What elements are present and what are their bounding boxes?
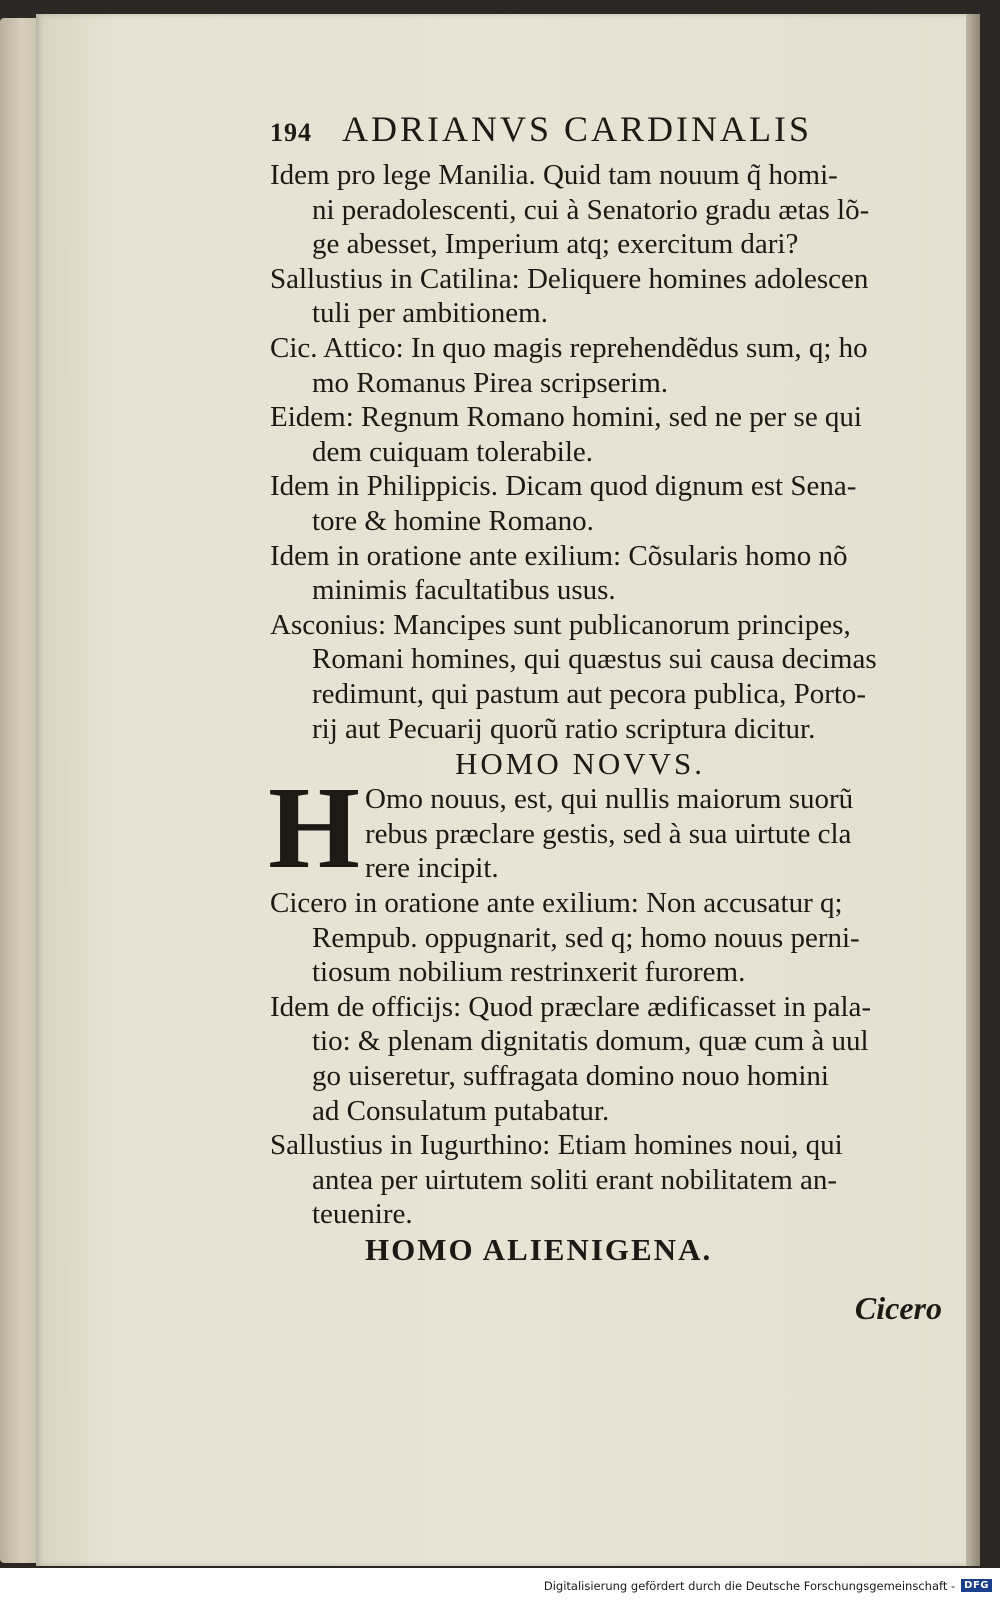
text-line: Sallustius in Iugurthino: Etiam homines noui, qui — [270, 1129, 843, 1162]
citation-entry — [270, 539, 950, 608]
text-line: tore & homine Romano. — [312, 504, 594, 537]
citation-entry — [270, 158, 950, 262]
text-line: rebus præclare gestis, sed à sua uirtute cla — [365, 817, 852, 850]
text-line: tuli per ambitionem. — [312, 297, 548, 330]
running-title: ADRIANVS CARDINALIS — [342, 109, 813, 149]
citation-entry — [270, 262, 950, 331]
text-line: Eidem: Regnum Romano homini, sed ne per se qui — [270, 401, 862, 434]
text-line: Idem in Philippicis. Dicam quod dignum est Sena- — [270, 470, 857, 503]
text-line: dem cuiquam tolerabile. — [312, 435, 594, 468]
entries-after-section — [270, 886, 950, 1232]
drop-cap: H — [268, 762, 360, 894]
text-block — [270, 108, 950, 1268]
text-line: Asconius: Mancipes sunt publicanorum principes, — [270, 608, 851, 641]
text-line: teuenire. — [312, 1198, 413, 1231]
footer-bar — [0, 1568, 1000, 1603]
drop-cap-lines — [365, 782, 853, 886]
text-line: minimis facultatibus usus. — [312, 574, 616, 607]
text-line: Cic. Attico: In quo magis reprehendẽdus sum, q; ho — [270, 331, 868, 364]
text-line: antea per uirtutem soliti erant nobilitatem an- — [312, 1163, 838, 1196]
text-line: go uiseretur, suffragata domino nouo homini — [312, 1060, 829, 1093]
text-line: tio: & plenam dignitatis domum, quæ cum à uul — [312, 1025, 869, 1058]
text-line: tiosum nobilium restrinxerit furorem. — [312, 956, 746, 989]
citation-entry — [270, 400, 950, 469]
citation-entry — [270, 1128, 950, 1232]
text-line: Rempub. oppugnarit, sed q; homo nouus perni- — [312, 921, 860, 954]
text-line: Idem pro lege Manilia. Quid tam nouum q̃ homi- — [270, 159, 838, 191]
footer-credit: Digitalisierung gefördert durch die Deutsche Forschungsgemeinschaft - — [543, 1578, 956, 1593]
citation-entry — [270, 608, 950, 746]
citation-entry — [270, 990, 950, 1128]
text-line: ge abesset, Imperium atq; exercitum dari? — [312, 228, 799, 261]
citation-entry — [270, 886, 950, 990]
text-line: Romani homines, qui quæstus sui causa decimas — [312, 643, 877, 676]
text-line: Idem in oratione ante exilium: Cõsularis homo nõ — [270, 539, 848, 572]
page-edge — [0, 18, 40, 1563]
text-line: redimunt, qui pastum aut pecora publica, Porto- — [312, 677, 867, 710]
catchword: Cicero — [854, 1290, 942, 1326]
section-heading: HOMO NOVVS. — [454, 746, 705, 782]
section-heading: HOMO ALIENIGENA. — [365, 1232, 713, 1268]
citation-entry — [270, 469, 950, 538]
text-line: Cicero in oratione ante exilium: Non accusatur q; — [270, 887, 843, 920]
text-line: Sallustius in Catilina: Deliquere homines adolescen — [270, 262, 869, 295]
dfg-logo: DFG — [961, 1579, 992, 1592]
text-line: mo Romanus Pirea scripserim. — [312, 366, 669, 399]
text-line: Idem de officijs: Quod præclare ædificasset in pala- — [270, 990, 872, 1023]
text-line: ni peradolescenti, cui à Senatorio gradu ætas lõ- — [312, 193, 870, 226]
text-line: Omo nouus, est, qui nullis maiorum suorũ — [365, 783, 854, 816]
text-line: ad Consulatum putabatur. — [312, 1094, 610, 1127]
text-line: rij aut Pecuarij quorũ ratio scriptura dicitur. — [312, 712, 816, 745]
citation-entry — [270, 331, 950, 400]
running-head — [270, 108, 950, 154]
page-number: 194 — [270, 118, 312, 147]
book-spine — [966, 14, 980, 1566]
entries-before-section — [270, 158, 950, 746]
text-line: rere incipit. — [365, 852, 499, 885]
